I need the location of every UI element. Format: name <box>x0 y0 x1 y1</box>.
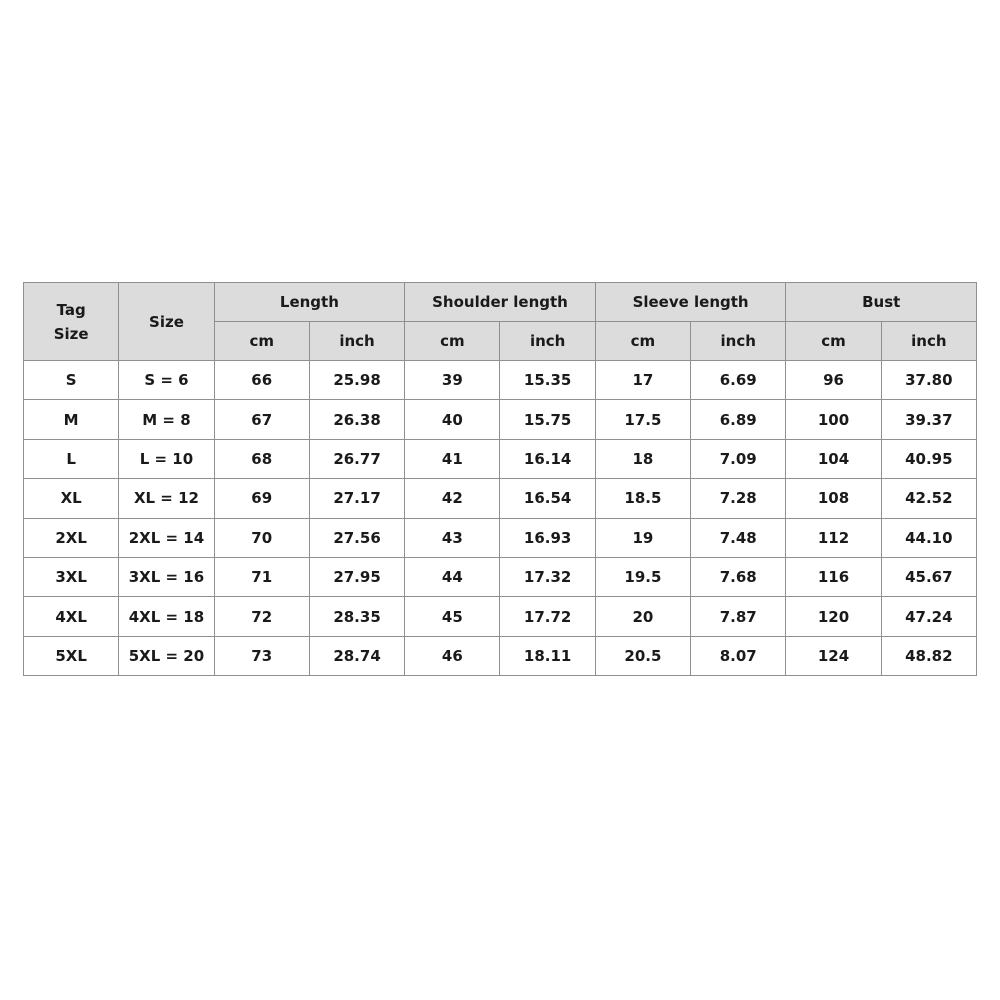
cell-bust-cm: 96 <box>786 361 881 400</box>
unit-sleeve-inch: inch <box>691 322 786 361</box>
cell-bust-inch: 40.95 <box>881 439 976 478</box>
cell-length-inch: 26.38 <box>309 400 404 439</box>
cell-bust-cm: 124 <box>786 636 881 675</box>
cell-shoulder-cm: 46 <box>405 636 500 675</box>
cell-shoulder-inch: 15.75 <box>500 400 595 439</box>
cell-bust-cm: 104 <box>786 439 881 478</box>
cell-bust-inch: 37.80 <box>881 361 976 400</box>
cell-sleeve-inch: 7.28 <box>691 479 786 518</box>
cell-bust-cm: 100 <box>786 400 881 439</box>
cell-shoulder-inch: 18.11 <box>500 636 595 675</box>
cell-length-inch: 27.56 <box>309 518 404 557</box>
cell-size: 2XL = 14 <box>119 518 214 557</box>
cell-size: 4XL = 18 <box>119 597 214 636</box>
cell-tag-size: S <box>24 361 119 400</box>
cell-shoulder-inch: 15.35 <box>500 361 595 400</box>
cell-size: L = 10 <box>119 439 214 478</box>
header-shoulder-length: Shoulder length <box>405 283 596 322</box>
header-sleeve-length: Sleeve length <box>595 283 786 322</box>
cell-sleeve-cm: 19 <box>595 518 690 557</box>
cell-shoulder-cm: 40 <box>405 400 500 439</box>
cell-size: 3XL = 16 <box>119 557 214 596</box>
cell-shoulder-inch: 17.32 <box>500 557 595 596</box>
unit-sleeve-cm: cm <box>595 322 690 361</box>
cell-sleeve-cm: 19.5 <box>595 557 690 596</box>
header-tag-size <box>24 283 119 361</box>
unit-bust-inch: inch <box>881 322 976 361</box>
cell-bust-inch: 48.82 <box>881 636 976 675</box>
cell-sleeve-cm: 17 <box>595 361 690 400</box>
table-row <box>24 518 977 557</box>
cell-bust-cm: 108 <box>786 479 881 518</box>
cell-bust-inch: 47.24 <box>881 597 976 636</box>
cell-length-cm: 68 <box>214 439 309 478</box>
unit-bust-cm: cm <box>786 322 881 361</box>
header-length: Length <box>214 283 405 322</box>
unit-length-inch: inch <box>309 322 404 361</box>
cell-length-cm: 71 <box>214 557 309 596</box>
cell-sleeve-cm: 18.5 <box>595 479 690 518</box>
cell-size: XL = 12 <box>119 479 214 518</box>
cell-bust-inch: 44.10 <box>881 518 976 557</box>
cell-length-cm: 70 <box>214 518 309 557</box>
cell-tag-size: 2XL <box>24 518 119 557</box>
cell-length-inch: 28.74 <box>309 636 404 675</box>
cell-sleeve-inch: 7.68 <box>691 557 786 596</box>
unit-shoulder-cm: cm <box>405 322 500 361</box>
table-row <box>24 400 977 439</box>
cell-length-inch: 27.95 <box>309 557 404 596</box>
cell-shoulder-inch: 17.72 <box>500 597 595 636</box>
cell-sleeve-cm: 20 <box>595 597 690 636</box>
cell-sleeve-inch: 6.69 <box>691 361 786 400</box>
table-row <box>24 597 977 636</box>
header-size: Size <box>119 283 214 361</box>
cell-length-inch: 27.17 <box>309 479 404 518</box>
cell-bust-inch: 45.67 <box>881 557 976 596</box>
cell-shoulder-cm: 42 <box>405 479 500 518</box>
cell-size: 5XL = 20 <box>119 636 214 675</box>
cell-sleeve-cm: 18 <box>595 439 690 478</box>
header-tag-line2: Size <box>53 324 89 343</box>
cell-tag-size: 3XL <box>24 557 119 596</box>
cell-sleeve-inch: 7.09 <box>691 439 786 478</box>
cell-length-cm: 69 <box>214 479 309 518</box>
unit-length-cm: cm <box>214 322 309 361</box>
cell-sleeve-inch: 7.87 <box>691 597 786 636</box>
cell-sleeve-cm: 20.5 <box>595 636 690 675</box>
header-tag-line1: Tag <box>56 300 86 319</box>
cell-tag-size: 4XL <box>24 597 119 636</box>
cell-length-inch: 25.98 <box>309 361 404 400</box>
cell-sleeve-cm: 17.5 <box>595 400 690 439</box>
table-body <box>24 361 977 676</box>
cell-sleeve-inch: 8.07 <box>691 636 786 675</box>
cell-bust-inch: 39.37 <box>881 400 976 439</box>
cell-shoulder-cm: 39 <box>405 361 500 400</box>
table-row <box>24 636 977 675</box>
cell-shoulder-inch: 16.14 <box>500 439 595 478</box>
cell-shoulder-cm: 45 <box>405 597 500 636</box>
cell-shoulder-cm: 44 <box>405 557 500 596</box>
cell-size: S = 6 <box>119 361 214 400</box>
cell-shoulder-inch: 16.93 <box>500 518 595 557</box>
table-row <box>24 557 977 596</box>
table-row <box>24 439 977 478</box>
cell-tag-size: XL <box>24 479 119 518</box>
cell-length-cm: 73 <box>214 636 309 675</box>
cell-shoulder-inch: 16.54 <box>500 479 595 518</box>
cell-length-inch: 28.35 <box>309 597 404 636</box>
cell-sleeve-inch: 6.89 <box>691 400 786 439</box>
table-row <box>24 361 977 400</box>
cell-size: M = 8 <box>119 400 214 439</box>
cell-tag-size: 5XL <box>24 636 119 675</box>
cell-sleeve-inch: 7.48 <box>691 518 786 557</box>
unit-shoulder-inch: inch <box>500 322 595 361</box>
header-bust: Bust <box>786 283 977 322</box>
cell-length-cm: 66 <box>214 361 309 400</box>
cell-bust-cm: 120 <box>786 597 881 636</box>
table-row <box>24 479 977 518</box>
cell-length-inch: 26.77 <box>309 439 404 478</box>
header-row-groups <box>24 283 977 322</box>
cell-shoulder-cm: 43 <box>405 518 500 557</box>
cell-tag-size: L <box>24 439 119 478</box>
cell-shoulder-cm: 41 <box>405 439 500 478</box>
cell-bust-cm: 116 <box>786 557 881 596</box>
cell-length-cm: 72 <box>214 597 309 636</box>
size-chart-table <box>23 282 977 676</box>
cell-tag-size: M <box>24 400 119 439</box>
cell-bust-inch: 42.52 <box>881 479 976 518</box>
table-header <box>24 283 977 361</box>
cell-length-cm: 67 <box>214 400 309 439</box>
cell-bust-cm: 112 <box>786 518 881 557</box>
